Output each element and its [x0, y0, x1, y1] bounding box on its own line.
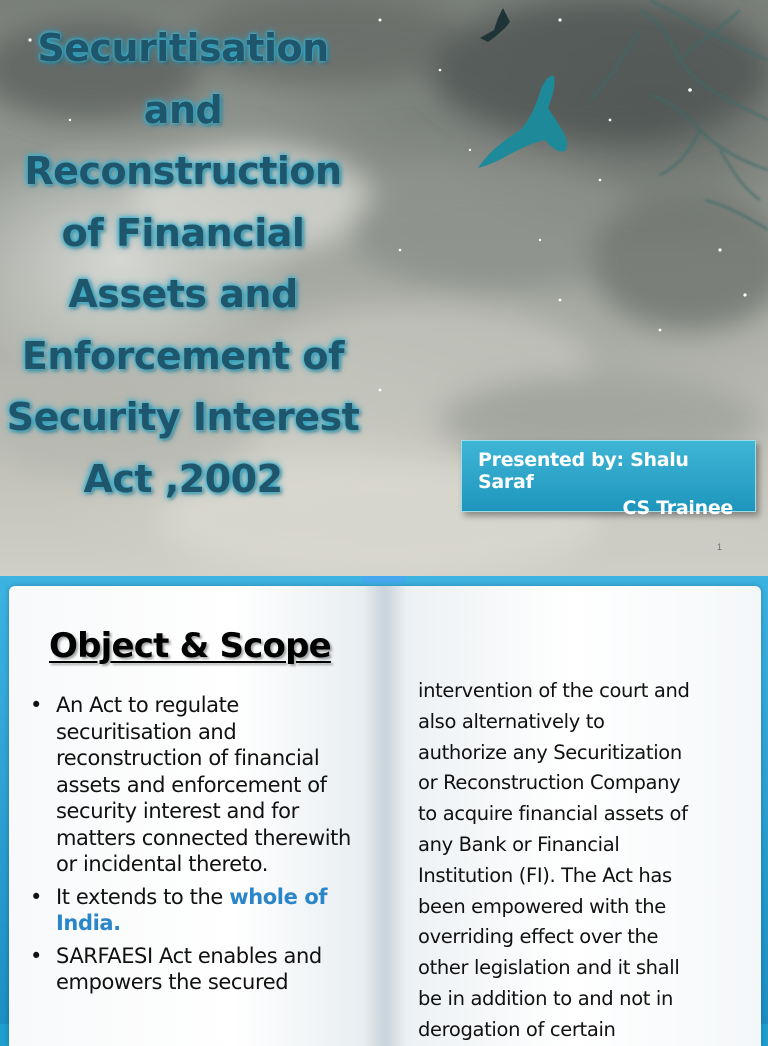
presenter-name: Presented by: Shalu Saraf — [478, 449, 689, 493]
title-line: Securitisation — [37, 26, 329, 70]
title-line: Act ,2002 — [83, 456, 283, 501]
title-line: Enforcement of — [21, 333, 345, 378]
text-line: to acquire financial assets of — [418, 802, 688, 826]
text-line: other legislation and it shall — [418, 956, 680, 980]
text-line: intervention of the court and — [418, 679, 690, 702]
bullet-text: It extends to the — [56, 884, 230, 909]
bullet-item — [30, 943, 370, 996]
bullet-icon: • — [30, 943, 42, 968]
title-line: Assets and — [68, 272, 298, 316]
presenter-role: CS Trainee — [622, 497, 733, 519]
text-line: been empowered with the — [418, 894, 666, 918]
title-line: Reconstruction — [24, 149, 342, 193]
text-line: Institution (FI). The Act has — [418, 863, 672, 887]
right-column — [418, 676, 738, 1046]
slide-number: 1 — [716, 542, 722, 552]
text-line: overriding effect over the — [418, 925, 659, 949]
title-line: of Financial — [61, 210, 305, 255]
presentation-title — [0, 18, 366, 510]
bullet-text: An Act to regulate securitisation and reconstruction of financial assets and enforcement of security interest and for matters connected therewith or incidental thereto. — [56, 693, 351, 876]
text-line: or Reconstruction Company — [418, 771, 681, 795]
text-line: also alternatively to — [418, 709, 605, 733]
bullet-icon: • — [30, 884, 42, 909]
left-column — [30, 692, 370, 1002]
bullet-item — [30, 884, 370, 937]
slide-tab-marker — [363, 576, 405, 583]
text-line: derogation of certain — [418, 1017, 616, 1041]
slide-title: Object & Scope — [49, 626, 331, 666]
presenter-box — [461, 440, 756, 519]
title-line: Security Interest — [6, 395, 360, 439]
content-slide — [0, 576, 768, 1041]
bullet-icon: • — [30, 693, 42, 717]
text-line: be in addition to and not in — [418, 986, 673, 1010]
text-line: authorize any Securitization — [418, 740, 682, 764]
highlighted-text: whole of India. — [56, 884, 328, 935]
title-line: and — [143, 87, 223, 132]
text-line: any Bank or Financial — [418, 832, 620, 856]
bullet-text: SARFAESI Act enables and empowers the secured — [56, 943, 322, 994]
bullet-item — [30, 692, 370, 878]
